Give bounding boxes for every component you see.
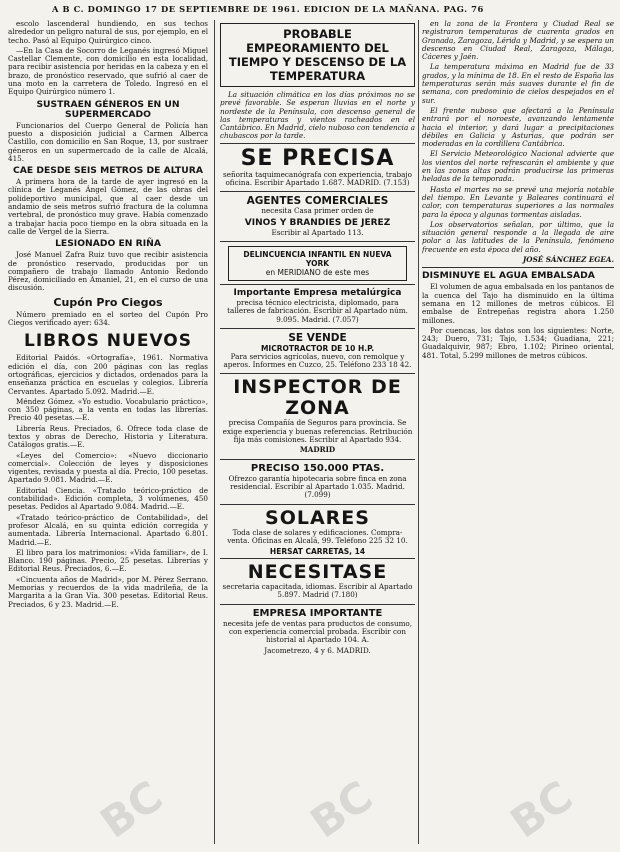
- article-text: A primera hora de la tarde de ayer ingresó en la clínica de Leganés Ángel Gómez, de las obras del polideportivo municipal, que al caer desde un andamio de seis metros sufrió fractura de la columna vertebral, de pronóstico muy grave. Había comenzado a trabajar hacia poco tiempo en la obra situada en la calle de Vergel de la Sierra.: [8, 177, 208, 236]
- ad-heading: AGENTES COMERCIALES: [246, 195, 389, 208]
- classified-ad: [220, 191, 415, 241]
- ad-heading: SE VENDE: [288, 331, 347, 344]
- column-divider-1: [214, 20, 215, 844]
- article-text: El volumen de agua embalsada en los pantanos de la cuenca del Tajo ha disminuido en la última semana en 12 millones de metros cúbicos. El embalse de Entrepeñas registra ahora 1.250 millones.: [422, 282, 614, 325]
- ad-text: necesita Casa primer orden de: [261, 206, 374, 216]
- ad-subheading: MICROTRACTOR DE 10 H.P.: [260, 343, 375, 353]
- article-text: en la zona de la Frontera y Ciudad Real se registraron temperaturas de cuarenta grados en Granada, Zaragoza, Lérida y Madrid, y se espera un descenso en Ciudad Real, Zaragoza, Málaga, Cáceres y Jaén.: [422, 20, 614, 62]
- ad-text: secretaria capacitada, idiomas. Escribir al Apartado 5.897. Madrid (7.180): [222, 582, 413, 600]
- ad-text: precisa Compañía de Seguros para provincia. Se exige experiencia y buenas referencias. Retribución fija más comisiones. Escribir al Apartado 934.: [222, 418, 413, 445]
- headline-box: [220, 23, 415, 87]
- book-listing: Méndez Gómez. «Yo estudio. Vocabulario práctico», con 350 páginas, a la venta en todas las librerías. Precio 40 pesetas.—E.: [8, 396, 208, 423]
- article-heading: Cupón Pro Ciegos: [53, 295, 163, 309]
- ad-text: en MERIDIANO de este mes: [265, 267, 370, 277]
- page-masthead: A B C. DOMINGO 17 DE SEPTIEMBRE DE 1961. EDICION DE LA MAÑANA. PAG. 76: [52, 4, 484, 14]
- book-listing: Librería Reus. Preciados, 6. Ofrece toda clase de textos y obras de Derecho, Historia y Literatura. Catálogos gratis.—E.: [8, 423, 208, 450]
- article-text: El Servicio Meteorológico Nacional advierte que los vientos del norte refrescarán el ambiente y que en las zonas altas podrán producirse las primeras heladas de la temporada.: [422, 149, 614, 184]
- ad-heading: Importante Empresa metalúrgica: [233, 287, 402, 298]
- article-heading: CAE DESDE SEIS METROS DE ALTURA: [13, 165, 203, 177]
- ad-box: [228, 246, 407, 281]
- article-heading: SUSTRAEN GÉNEROS EN UN SUPERMERCADO: [36, 98, 180, 120]
- ad-text: MADRID: [299, 445, 336, 455]
- column-middle: [220, 20, 415, 846]
- classified-ad: [220, 143, 415, 192]
- article-signature: JOSÉ SÁNCHEZ EGEA.: [522, 255, 614, 265]
- ad-text: precisa técnico electricista, diplomado, para talleres de fabricación. Escribir al Apartado núm. 9.095. Madrid. (7.057): [227, 297, 408, 324]
- article-text: Por cuencas, los datos son los siguientes: Norte, 243; Duero, 731; Tajo, 1.534; Guadiana, 221; Guadalquivir, 987; Ebro, 1.102; Pirineo oriental, 481. Total, 5.299 millones de metros cúbicos.: [422, 325, 614, 360]
- article-text: escolo lascenderal hundiendo, en sus techos alrededor un peligro natural de sus, por ejemplo, en el techo. Pasó al Equipo Quirúrgico cinco.: [8, 20, 208, 45]
- classified-ad: [220, 373, 415, 458]
- book-listing: Editorial Paidós. «Ortografía», 1961. Normativa edición el día, con 200 páginas con las reglas ortográficas, ejercicios y dictados, ordenados para la enseñanza práctica en escuelas y colegios. Librería Cervantes. Apartado 5.092. Madrid.—E.: [8, 353, 208, 396]
- ad-subheading: VINOS Y BRANDIES DE JEREZ: [244, 217, 391, 228]
- book-listing: «Tratado teórico-práctico de Contabilidad», del profesor Alcalá, en su quinta edición corregida y aumentada. Librería Internacional. Apartado 6.801. Madrid.—E.: [8, 512, 208, 547]
- book-listing: «Cincuenta años de Madrid», por M. Pérez Serrano. Memorias y recuerdos de la vida madrileña, de la Margarita a la Gran Vía. 300 pesetas. Editorial Reus. Preciados, 6 y 23. Madrid.—E.: [8, 574, 208, 609]
- watermark-stamp: BC: [301, 771, 382, 848]
- classified-ad: [220, 604, 415, 659]
- watermark-stamp: BC: [501, 771, 582, 848]
- article-text: Hasta el martes no se prevé una mejoría notable del tiempo. En Levante y Baleares continuará el calor, con temperaturas superiores a las normales para la época y algunas tormentas aisladas.: [422, 184, 614, 219]
- ad-heading: PRECISO 150.000 PTAS.: [250, 462, 385, 474]
- ad-text: HERSAT CARRETAS, 14: [269, 547, 366, 557]
- ad-heading: EMPRESA IMPORTANTE: [252, 607, 383, 619]
- classified-ad: [220, 241, 415, 284]
- article-heading: LESIONADO EN RIÑA: [55, 238, 161, 250]
- ad-heading: DELINCUENCIA INFANTIL EN NUEVA YORK: [243, 249, 392, 268]
- article-text: José Manuel Zafra Ruiz tuvo que recibir asistencia de pronóstico reservado, producidas por un compañero de trabajo llamado Antonio Redondo Pérez, domiciliado en Amaniel, 21, en el curso de una discusión.: [8, 250, 208, 293]
- ad-text: señorita taquimecanógrafa con experiencia, trabajo oficina. Escribir Apartado 1.687. MADRID. (7.153): [223, 169, 412, 188]
- article-text: Los observatorios señalan, por último, que la situación general responde a la llegada de aire polar a las latitudes de la Península, fenómeno frecuente en esta época del año.: [422, 219, 614, 254]
- ad-text: Toda clase de solares y edificaciones. Compra-venta. Oficinas en Alcalá, 99. Teléfono 225 32 10.: [227, 527, 408, 545]
- ad-text: Para servicios agrícolas, nuevo, con remolque y aperos. Informes en Cuzco, 25. Teléfono 233 18 42.: [223, 351, 412, 370]
- book-listing: El libro para los matrimonios: «Vida familiar», de I. Blanco. 190 páginas. Precio, 25 pesetas. Librerías y Editorial Reus. Preciados, 6.—E.: [8, 547, 208, 574]
- ad-heading: SOLARES: [265, 506, 370, 529]
- ad-heading: INSPECTOR DE ZONA: [233, 376, 402, 420]
- article-text: —En la Casa de Socorro de Leganés ingresó Miguel Castellar Clemente, con domicilio en esta localidad, para recibir asistencia por heridas en la cabeza y en el brazo, de pronóstico reservado, que sufrió al caer de una moto en la carretera de Toledo. Ingresó en el Equipo Quirúrgico número 1.: [8, 45, 208, 97]
- watermark-stamp: BC: [91, 771, 172, 848]
- article-text: La temperatura máxima en Madrid fue de 33 grados, y la mínima de 18. En el resto de España las temperaturas serán más suaves durante el fin de semana, con predominio de cielos despejados en el sur.: [422, 62, 614, 105]
- article-text: La situación climática en los días próximos no se prevé favorable. Se esperan lluvias en el norte y nordeste de la Península, con descenso general de las temperaturas y vientos racheados en el Cantábrico. En Madrid, cielo nuboso con tendencia a chubascos por la tarde.: [220, 90, 415, 141]
- article-text: El frente nuboso que afectará a la Península entrará por el noroeste, avanzando lentamente hacia el interior, y dará lugar a precipitaciones débiles en Galicia y Asturias, que podrán ser moderadas en la cordillera Cantábrica.: [422, 105, 614, 149]
- ad-heading: NECESITASE: [247, 561, 388, 584]
- column-right: [422, 20, 614, 846]
- classified-ad: [220, 459, 415, 504]
- column-left: [8, 20, 208, 846]
- article-text: Número premiado en el sorteo del Cupón Pro Ciegos verificado ayer: 634.: [8, 309, 208, 328]
- book-listing: Editorial Ciencia. «Tratado teórico-práctico de contabilidad». Edición completa, 3 volúmenes, 450 pesetas. Pedidos al Apartado 9.084. Madrid.—E.: [8, 485, 208, 512]
- article-text: Funcionarios del Cuerpo General de Policía han puesto a disposición judicial a Carmen Alberca Castillo, con domicilio en San Roque, 13, por sustraer géneros en un supermercado de la calle de Alcalá, 415.: [8, 120, 208, 163]
- classified-ad: [220, 504, 415, 559]
- classified-ad: [220, 328, 415, 374]
- classified-ad: [220, 284, 415, 328]
- ad-heading: SE PRECISA: [240, 145, 395, 171]
- article-heading: DISMINUYE EL AGUA EMBALSADA: [422, 267, 614, 281]
- column-divider-2: [418, 20, 419, 844]
- classified-ad: [220, 558, 415, 604]
- ad-text: Escribir al Apartado 113.: [271, 227, 364, 237]
- ad-text: Ofrezco garantía hipotecaria sobre finca en zona residencial. Escribir al Apartado 1.035. Madrid. (7.099): [228, 473, 407, 500]
- book-listing: «Leyes del Comercio»: «Nuevo diccionario comercial». Colección de leyes y disposiciones vigentes, revisada y puesta al día. Precio, 100 pesetas. Apartado 9.081. Madrid.—E.: [8, 450, 208, 485]
- section-heading-libros: LIBROS NUEVOS: [23, 331, 193, 352]
- headline: PROBABLE EMPEORAMIENTO DEL TIEMPO Y DESCENSO DE LA TEMPERATURA: [228, 27, 407, 83]
- ad-text: Jacometrezo, 4 y 6. MADRID.: [264, 645, 371, 655]
- ad-text: necesita jefe de ventas para productos de consumo, con experiencia comercial probada. Escribir con historial al Apartado 104. A.: [222, 618, 413, 645]
